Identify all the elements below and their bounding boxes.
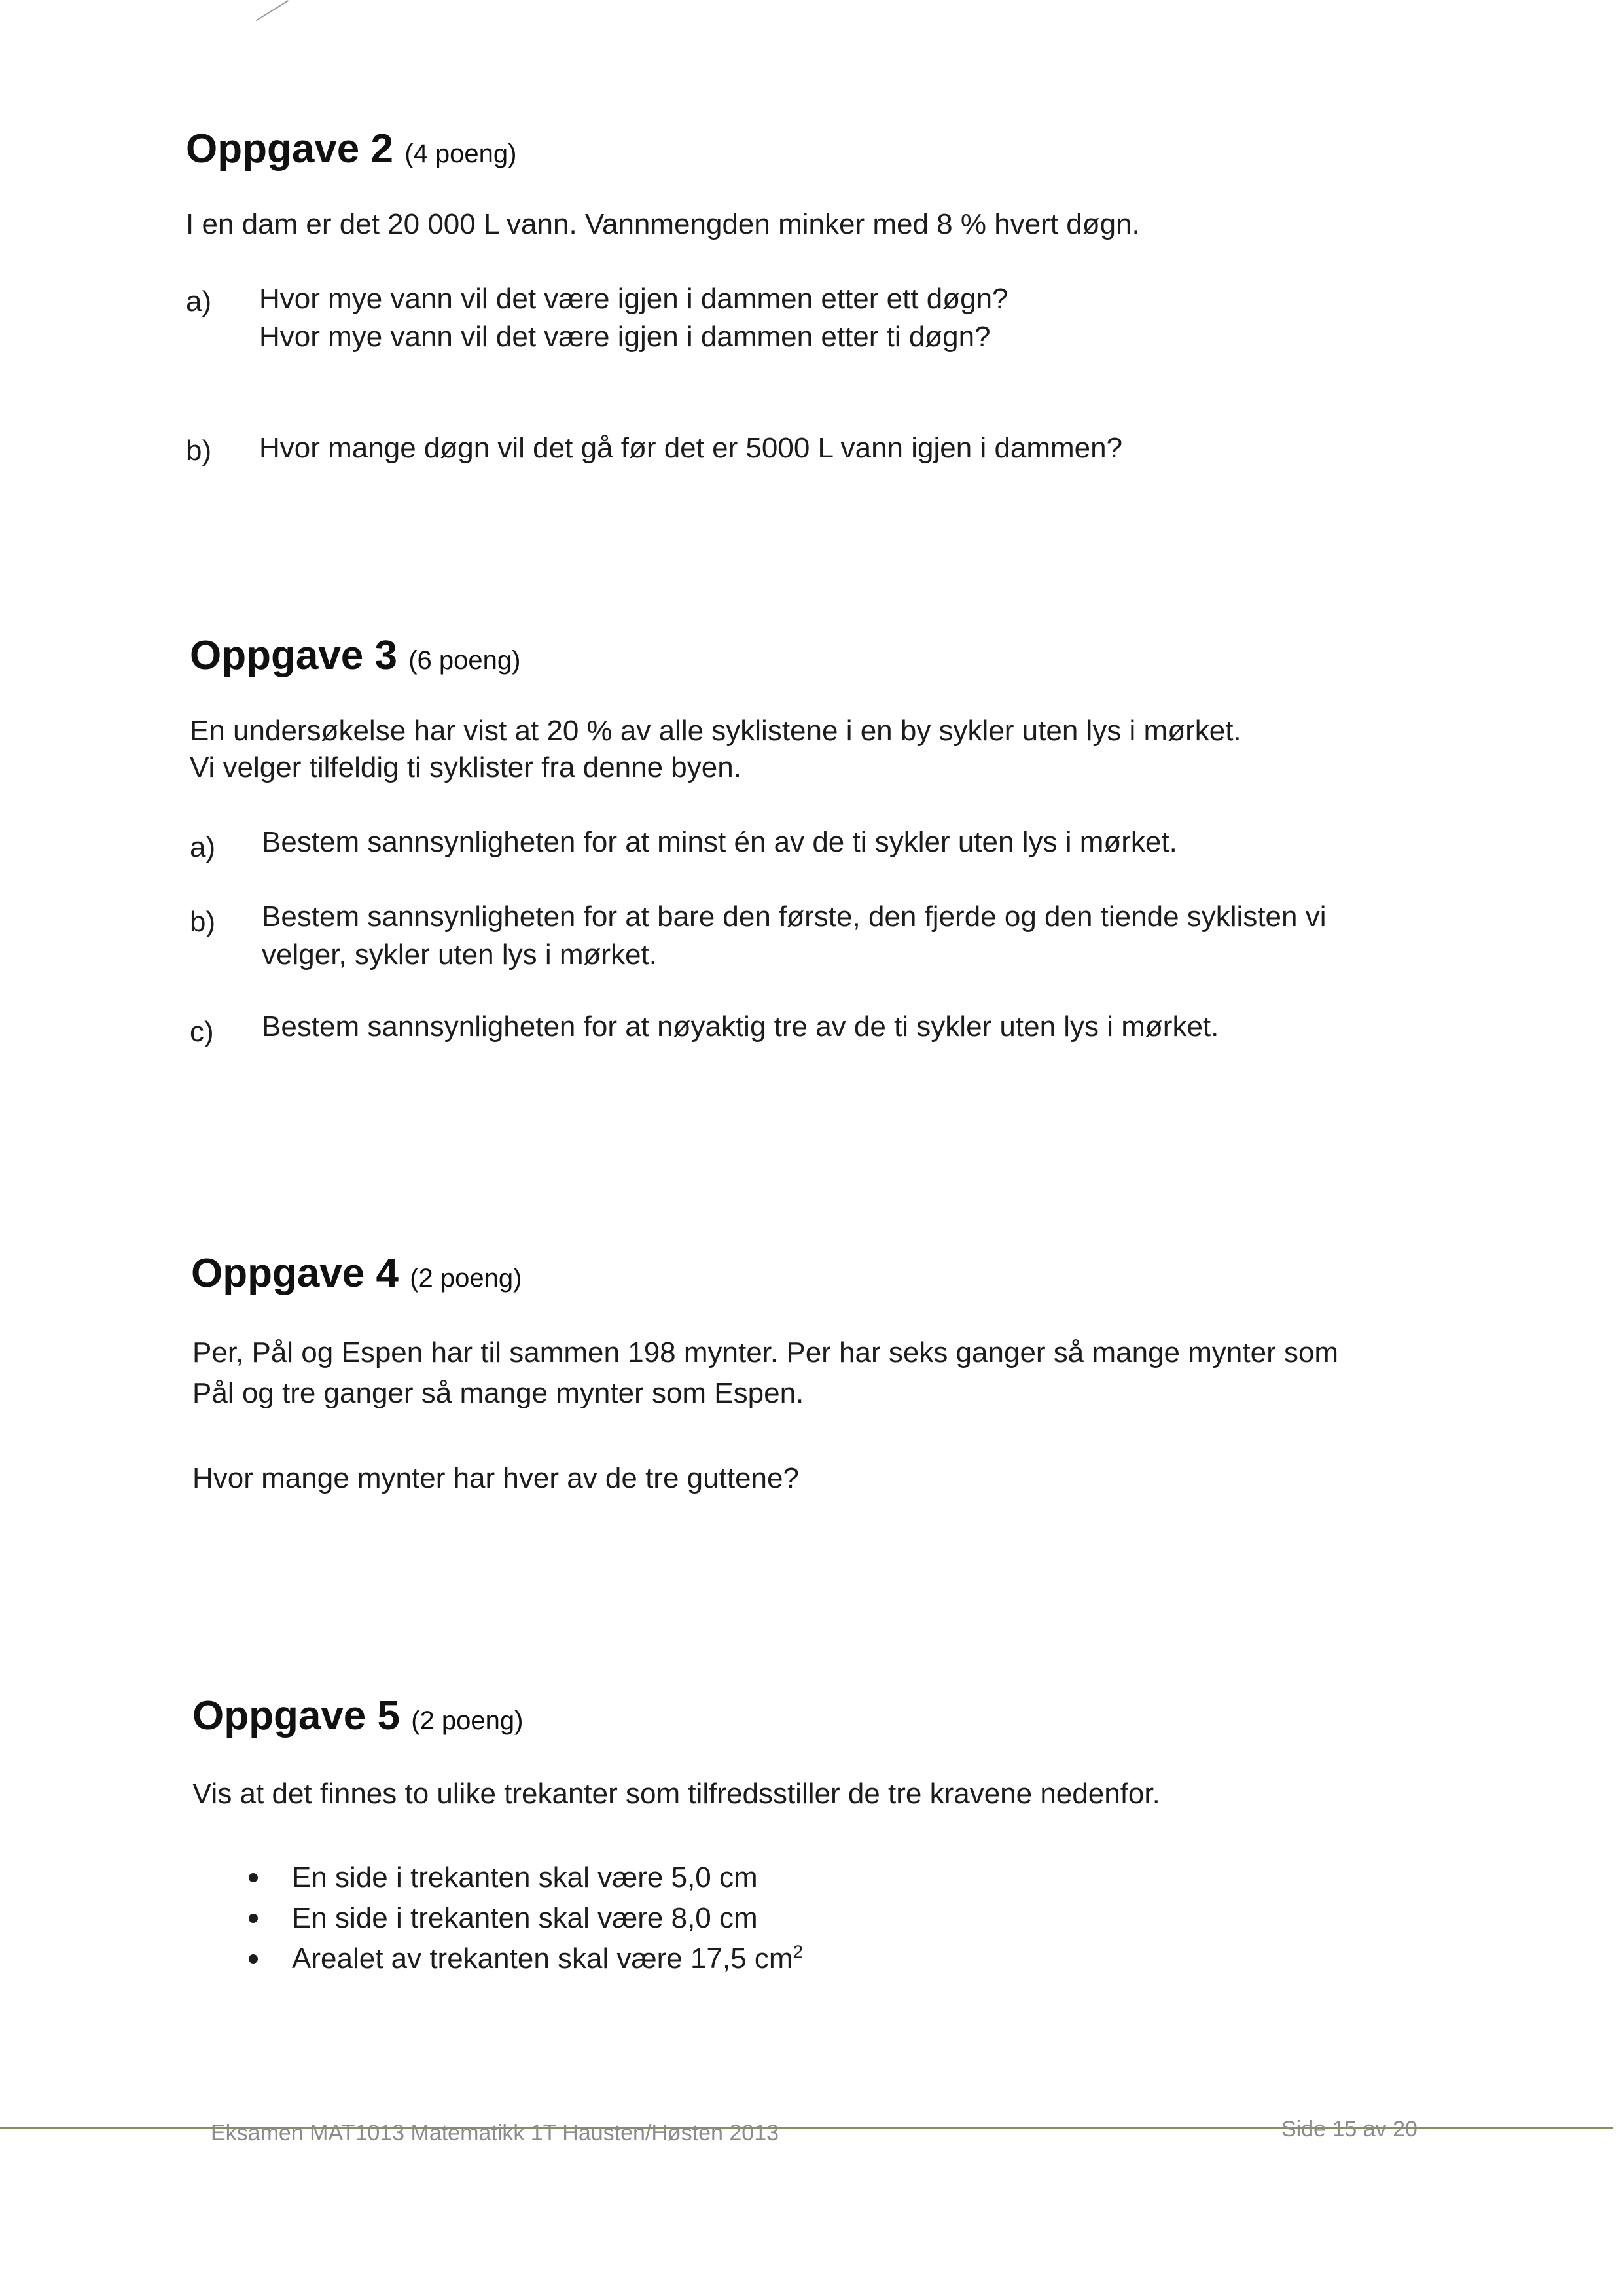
task-3-a-label: a) [190, 831, 216, 863]
task-3-a-text: Bestem sannsynligheten for at minst én av de ti sykler uten lys i mørket. [262, 826, 1177, 858]
task-3-c-label: c) [190, 1016, 214, 1048]
task-2-b-label: b) [186, 435, 212, 467]
task-2-a-line1: Hvor mye vann vil det være igjen i dammen etter ett døgn? [259, 283, 1008, 315]
task-2-a-line2: Hvor mye vann vil det være igjen i dammen etter ti døgn? [259, 321, 991, 353]
task-5-bullet-3-superscript: 2 [793, 1941, 804, 1962]
task-3-c-text: Bestem sannsynligheten for at nøyaktig tre av de ti sykler uten lys i mørket. [262, 1011, 1219, 1043]
task-2-b-text: Hvor mange døgn vil det gå før det er 5000 L vann igjen i dammen? [259, 432, 1123, 464]
task-4-line-1: Per, Pål og Espen har til sammen 198 mynter. Per har seks ganger så mange mynter som [192, 1336, 1339, 1369]
task-3-intro-2: Vi velger tilfeldig ti syklister fra denne byen. [190, 751, 741, 783]
task-5-title: Oppgave 5 [192, 1693, 400, 1738]
task-5-points: (2 poeng) [411, 1706, 524, 1735]
bullet-dot-icon [249, 1914, 258, 1923]
task-5-bullet-3-text: Arealet av trekanten skal være 17,5 cm [292, 1943, 793, 1975]
task-3-intro-1: En undersøkelse har vist at 20 % av alle syklistene i en by sykler uten lys i mørket. [190, 715, 1241, 747]
bullet-dot-icon [249, 1954, 258, 1964]
task-3-b-line2: velger, sykler uten lys i mørket. [262, 939, 657, 971]
task-3-b-line1: Bestem sannsynligheten for at bare den første, den fjerde og den tiende syklisten vi [262, 901, 1327, 933]
bullet-dot-icon [249, 1873, 258, 1882]
task-4-points: (2 poeng) [410, 1264, 522, 1293]
task-4-question: Hvor mange mynter har hver av de tre guttene? [192, 1462, 799, 1494]
task-3-points: (6 poeng) [408, 646, 521, 675]
task-3-title: Oppgave 3 [190, 633, 397, 678]
task-2-a-label: a) [186, 285, 212, 317]
task-2-points: (4 poeng) [404, 139, 517, 168]
task-2-title: Oppgave 2 [186, 126, 393, 171]
task-5-bullet-1: En side i trekanten skal være 5,0 cm [292, 1861, 758, 1893]
task-3-b-label: b) [190, 906, 216, 938]
task-4-line-2: Pål og tre ganger så mange mynter som Espen. [192, 1377, 804, 1409]
task-4-heading [191, 1250, 522, 1297]
footer-left: Eksamen MAT1013 Matematikk 1T Hausten/Høsten 2013 [211, 2121, 779, 2145]
task-2-intro: I en dam er det 20 000 L vann. Vannmengden minker med 8 % hvert døgn. [186, 208, 1140, 240]
scan-mark [256, 0, 289, 21]
task-5-bullet-2: En side i trekanten skal være 8,0 cm [292, 1902, 758, 1934]
task-4-title: Oppgave 4 [191, 1251, 399, 1296]
task-5-intro: Vis at det finnes to ulike trekanter som tilfredsstiller de tre kravene nedenfor. [192, 1778, 1160, 1810]
task-5-heading [192, 1693, 523, 1739]
task-5-bullet-3 [292, 1937, 803, 1981]
task-2-heading [186, 126, 516, 172]
footer-page-number: Side 15 av 20 [1281, 2117, 1418, 2142]
task-3-heading [190, 632, 520, 679]
